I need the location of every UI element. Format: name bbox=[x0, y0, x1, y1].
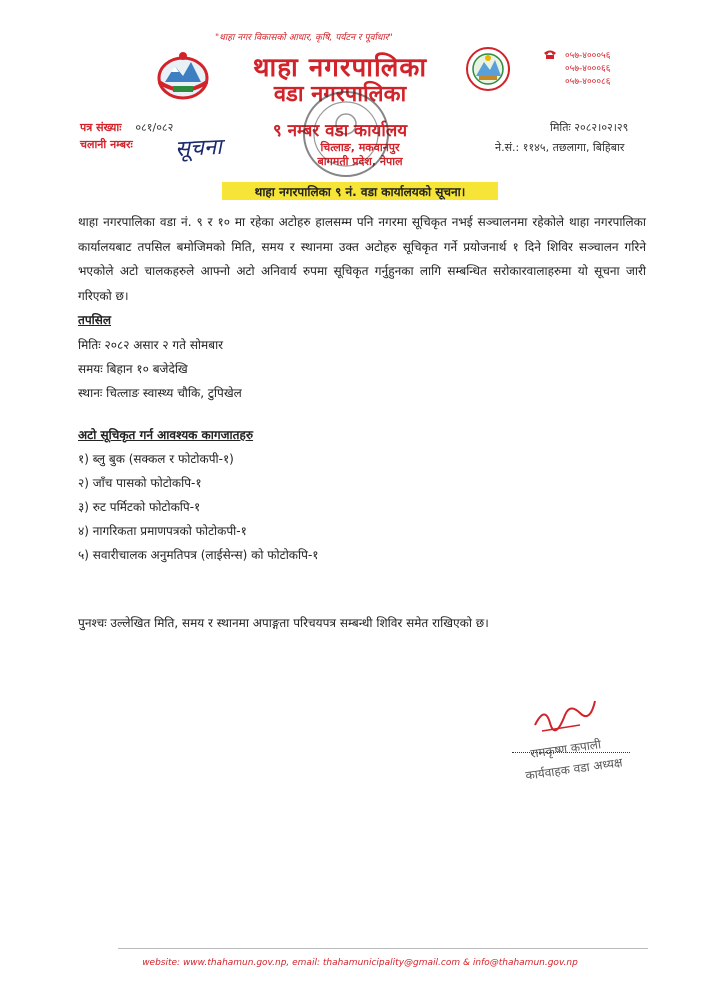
signatory-title: कार्यवाहक वडा अध्यक्ष bbox=[524, 755, 624, 783]
slogan: "थाहा नगर विकासको आधार, कृषि, पर्यटन र पूर्वाधार" bbox=[215, 33, 393, 43]
doc-item: ४) नागरिकता प्रमाणपत्रको फोटोकपी-१ bbox=[78, 524, 247, 538]
signature-icon bbox=[530, 695, 600, 740]
doc-item: २) जाँच पासको फोटोकपि-१ bbox=[78, 476, 202, 490]
phone-list bbox=[565, 50, 610, 89]
phone-icon bbox=[543, 50, 557, 60]
tapasil-time: समयः बिहान १० बजेदेखि bbox=[78, 361, 188, 376]
doc-item: ३) रुट पर्मिटको फोटोकपि-१ bbox=[78, 500, 201, 514]
body-paragraph: थाहा नगरपालिका वडा नं. ९ र १० मा रहेका अटोहरु हालसम्म पनि नगरमा सूचिकृत नभई सञ्चालनमा रहेकोले थाहा नगरपालिका कार्यालयबाट तपसिल बमोजिमको मिति, समय र स्थानमा उक्त अटोहरु सूचिकृत गर्ने प्रयोजनार्थ १ दिने शिविर सञ्चालन गरिने भएकोले अटो चालकहरुले आफ्नो अटो अनिवार्य रुपमा सूचिकृत गर्नुहुनका लागि सम्बन्धित सरोकारवालाहरुमा यो सूचना जारी गरिएको छ। bbox=[78, 215, 646, 303]
doc-item: १) ब्लु बुक (सक्कल र फोटोकपी-१) bbox=[78, 452, 234, 466]
docs-heading: अटो सूचिकृत गर्न आवश्यक कागजातहरु bbox=[78, 427, 254, 442]
tapasil-place: स्थानः चित्लाङ स्वास्थ्य चौकि, टुपिखेल bbox=[78, 385, 242, 400]
phone-number: ०५७-४०००६६ bbox=[565, 64, 611, 74]
chalani-label: चलानी नम्बरः bbox=[80, 138, 133, 151]
reference-value: ०८१/०८२ bbox=[135, 121, 174, 134]
reference-label: पत्र संख्याः bbox=[80, 121, 122, 134]
ward-office-name: ९ नम्बर वडा कार्यालय bbox=[272, 121, 408, 141]
office-name: वडा नगरपालिका bbox=[273, 82, 407, 107]
doc-item: ५) सवारीचालक अनुमतिपत्र (लाईसेन्स) को फोटोकपि-१ bbox=[78, 548, 319, 562]
footer-contact: website: www.thahamun.gov.np, email: thahamunicipality@gmail.com & info@thahamun.gov.np bbox=[142, 958, 578, 968]
tapasil-date: मितिः २०८२ असार २ गते सोमबार bbox=[78, 337, 224, 352]
tapasil-heading: तपसिल bbox=[78, 313, 112, 327]
handwritten-text: सूचना bbox=[174, 134, 223, 163]
signature-line bbox=[512, 752, 630, 753]
municipality-logo-icon bbox=[465, 46, 511, 92]
footer-divider bbox=[118, 948, 648, 949]
nepal-emblem-icon bbox=[155, 48, 211, 100]
reference-number bbox=[80, 120, 173, 135]
signatory-name: रामकृष्ण कपाली bbox=[529, 737, 602, 761]
phone-number: ०५७-४०००५६ bbox=[565, 51, 611, 61]
nepal-sambat-date: ने.सं.: ११४५, तछलागा, बिहिबार bbox=[495, 141, 625, 154]
notice-title: थाहा नगरपालिका ९ नं. वडा कार्यालयको सूचना। bbox=[254, 185, 466, 199]
notice-body bbox=[78, 210, 646, 635]
municipality-name: थाहा नगरपालिका bbox=[252, 53, 428, 83]
address-line-1: चित्लाङ, मकवानपुर bbox=[320, 141, 400, 154]
date: मितिः २०८२।०२।२९ bbox=[550, 121, 629, 134]
phone-number: ०५७-४०००८६ bbox=[565, 77, 611, 87]
postscript: पुनश्चः उल्लेखित मिति, समय र स्थानमा अपाङ्गता परिचयपत्र सम्बन्धी शिविर समेत राखिएको छ। bbox=[78, 616, 489, 630]
address-line-2: बागमती प्रदेश, नेपाल bbox=[317, 155, 403, 168]
official-stamp-icon bbox=[300, 88, 392, 182]
